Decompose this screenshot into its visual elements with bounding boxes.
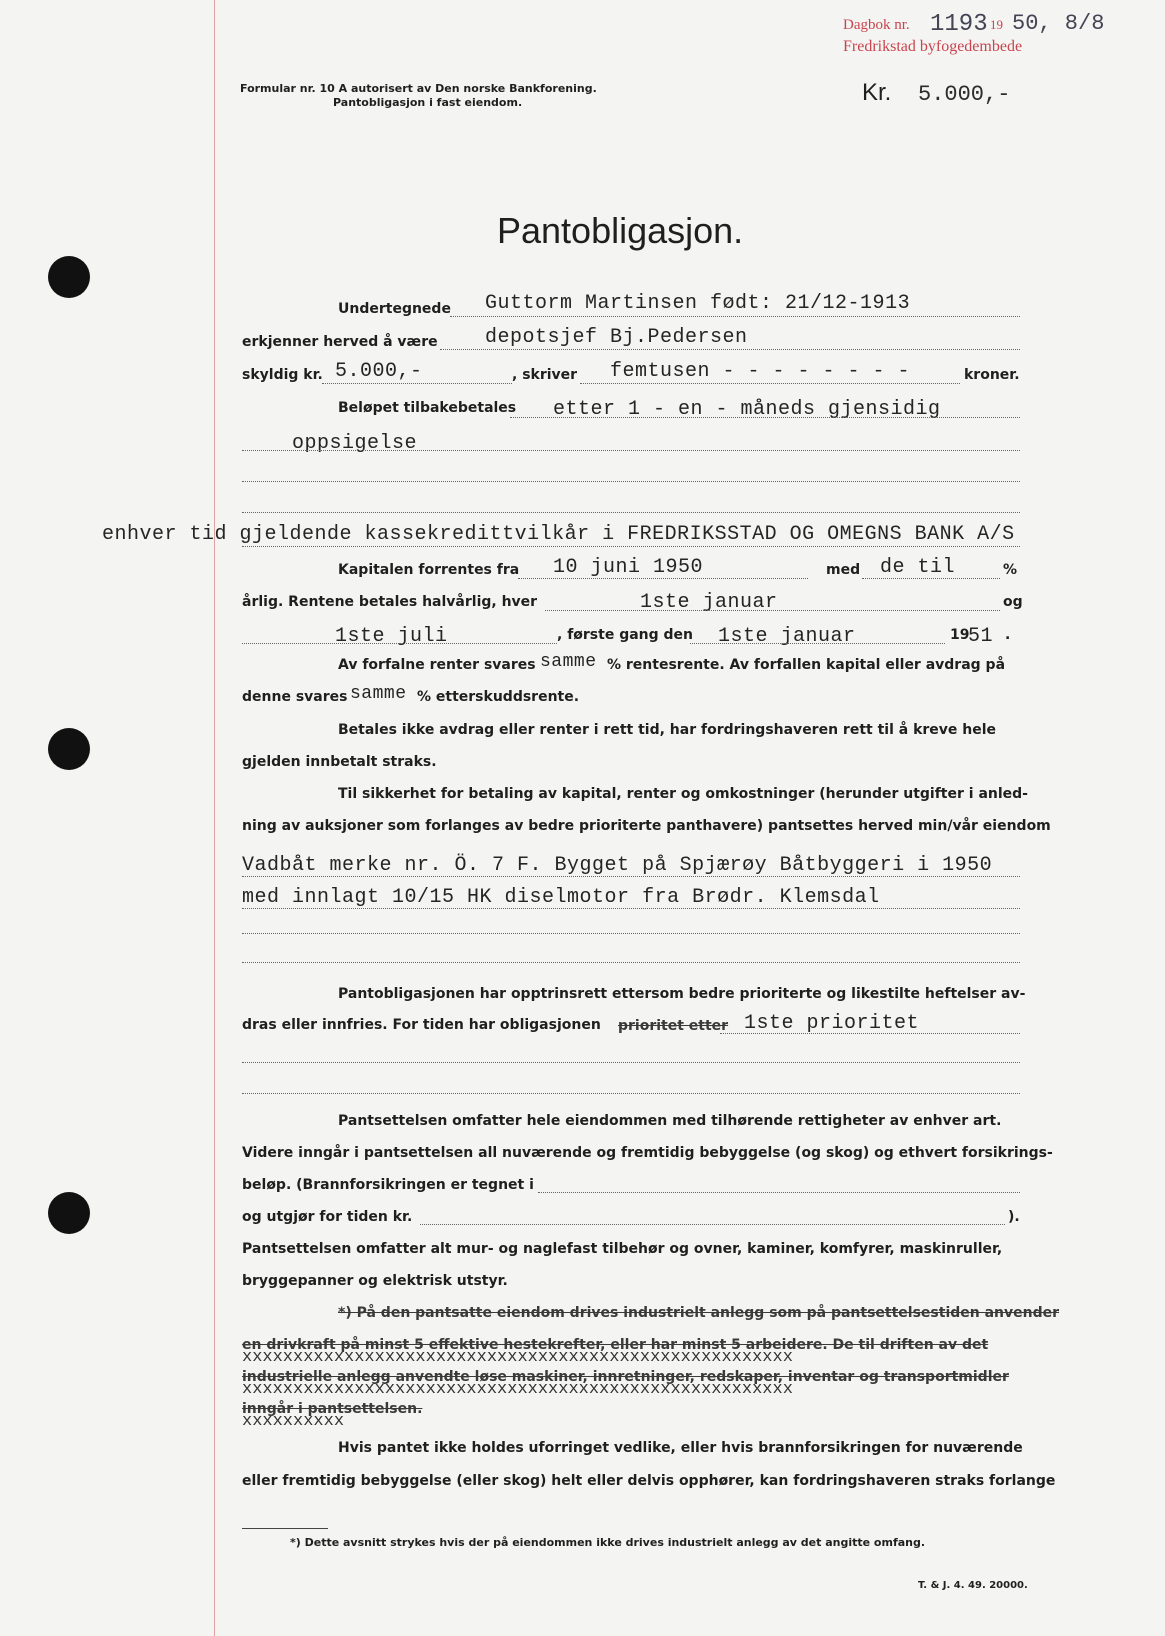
mur-line-1: Pantsettelsen omfatter alt mur- og naglefast tilbehør og ovner, kaminer, komfyrer, maskinruller, <box>242 1241 1003 1257</box>
erkjenner-line <box>440 349 1020 350</box>
blank-line <box>242 481 1020 482</box>
forfalne-samme-1: samme <box>540 652 597 672</box>
punch-hole <box>48 256 90 298</box>
arlig-label: årlig. Rentene betales halvårlig, hver <box>242 594 538 610</box>
stamp-dagbok-number: 1193 <box>930 11 988 38</box>
opptrinsrett-struck: prioritet etter <box>618 1018 729 1034</box>
omfatter-line-3: beløp. (Brannforsikringen er tegnet i <box>242 1177 534 1193</box>
eiendom-underline-2 <box>242 908 1020 909</box>
omfatter-line-2: Videre inngår i pantsettelsen all nuværende og fremtidig bebyggelse (og skog) og ethvert forsikrings- <box>242 1145 1053 1161</box>
belopet-label: Beløpet tilbakebetales <box>338 400 517 416</box>
forfalne-text-d: % etterskuddsrente. <box>417 689 580 705</box>
percent-sign: % <box>1003 562 1018 578</box>
kapitalen-value: 10 juni 1950 <box>553 556 704 579</box>
skyldig-line <box>322 383 512 384</box>
sikkerhet-line-2: ning av auksjoner som forlanges av bedre prioriterte panthavere) pantsettes herved min/vår eiendom <box>242 818 1051 834</box>
form-type: Pantobligasjon i fast eiendom. <box>333 96 523 109</box>
forfalne-samme-2: samme <box>350 684 407 704</box>
cross-out-row: xxxxxxxxxxxxxxxxxxxxxxxxxxxxxxxxxxxxxxxxxxxxxxxxxxxxxx <box>242 1348 793 1367</box>
industri-line-4: inngår i pantsettelsen. <box>242 1401 423 1417</box>
forste-line <box>690 643 945 644</box>
skyldig-value: 5.000,- <box>335 360 423 383</box>
skyldig-label: skyldig kr. <box>242 367 323 383</box>
juli-line <box>242 643 557 644</box>
mur-line-2: bryggepanner og elektrisk utstyr. <box>242 1273 508 1289</box>
eiendom-line-1: Vadbåt merke nr. Ö. 7 F. Bygget på Spjærøy Båtbyggeri i 1950 <box>242 854 993 877</box>
stamp-date: 50, 8/8 <box>1012 11 1105 36</box>
opptrinsrett-line-1: Pantobligasjonen har opptrinsrett ettersom bedre prioriterte og likestilte heftelser av- <box>338 986 1026 1002</box>
og-label: og <box>1003 594 1023 610</box>
arlig-line <box>545 610 1000 611</box>
blank-line <box>242 1062 1020 1063</box>
page-title: Pantobligasjon. <box>497 210 744 251</box>
forfalne-text-a: Av forfalne renter svares <box>338 657 536 673</box>
skriver-line <box>580 383 960 384</box>
med-label: med <box>826 562 861 578</box>
sikkerhet-line-1: Til sikkerhet for betaling av kapital, renter og omkostninger (herunder utgifter i anled- <box>338 786 1028 802</box>
hvis-line-2: eller fremtidig bebyggelse (eller skog) helt eller delvis opphører, kan fordringshaveren straks forlange <box>242 1473 1056 1489</box>
brannforsikring-line <box>538 1192 1020 1193</box>
opptrinsrett-line-2: dras eller innfries. For tiden har obligasjonen <box>242 1017 601 1033</box>
amount-value: 5.000,- <box>918 82 1011 107</box>
kroner-label: kroner. <box>964 367 1020 383</box>
prioritet-line <box>720 1033 1020 1034</box>
omfatter-line-4: og utgjør for tiden kr. <box>242 1209 413 1225</box>
belopet-value: etter 1 - en - måneds gjensidig <box>553 398 941 421</box>
blank-line <box>242 512 1020 513</box>
stamp-year-prefix: 19 <box>990 17 1003 32</box>
punch-hole <box>48 728 90 770</box>
belopet-value-2: oppsigelse <box>292 432 418 455</box>
footnote-rule <box>242 1528 328 1529</box>
industri-line-2: en drivkraft på minst 5 effektive hestekrefter, eller har minst 5 arbeidere. De til driften av det <box>242 1337 989 1353</box>
eiendom-underline-1 <box>242 876 1020 877</box>
industri-line-1: *) På den pantsatte eiendom drives industrielt anlegg som på pantsettelsestiden anvender <box>338 1305 1060 1321</box>
kassekreditt-line <box>242 546 1020 547</box>
blank-line <box>242 933 1020 934</box>
undertegnede-line <box>450 316 1020 317</box>
prioritet-value: 1ste prioritet <box>744 1012 920 1035</box>
blank-line <box>242 962 1020 963</box>
cross-out-row: xxxxxxxxxxxxxxxxxxxxxxxxxxxxxxxxxxxxxxxxxxxxxxxxxxxxxx <box>242 1380 793 1399</box>
punch-hole <box>48 1192 90 1234</box>
hvis-line-1: Hvis pantet ikke holdes uforringet vedlike, eller hvis brannforsikringen for nuværende <box>338 1440 1023 1456</box>
forfalne-text-b: % rentesrente. Av forfallen kapital eller avdrag på <box>607 657 1006 673</box>
blank-line <box>242 1093 1020 1094</box>
arlig-value: 1ste januar <box>640 591 778 614</box>
stamp-dagbok-label: Dagbok nr. <box>843 17 910 33</box>
form-authorization: Formular nr. 10 A autorisert av Den norske Bankforening. <box>240 82 597 95</box>
belopet-line <box>510 417 1020 418</box>
juli-value: 1ste juli <box>335 625 448 648</box>
kapitalen-label: Kapitalen forrentes fra <box>338 562 520 578</box>
year-period: . <box>1005 627 1011 643</box>
stamp-office: Fredrikstad byfogedembede <box>843 38 1023 55</box>
forste-label: , første gang den <box>557 627 694 643</box>
undertegnede-label: Undertegnede <box>338 301 451 317</box>
kassekreditt-text: enhver tid gjeldende kassekredittvilkår i FREDRIKSSTAD OG OMEGNS BANK A/S <box>102 523 1015 546</box>
year-value: 51 <box>968 625 994 648</box>
betales-line-1: Betales ikke avdrag eller renter i rett tid, har fordringshaveren rett til å kreve hele <box>338 722 997 738</box>
printer-mark: T. & J. 4. 49. 20000. <box>918 1580 1028 1591</box>
forfalne-text-c: denne svares <box>242 689 348 705</box>
skriver-value: femtusen - - - - - - - - <box>610 360 911 383</box>
year-prefix: 19 <box>950 627 970 643</box>
med-value: de til <box>880 556 956 579</box>
med-line <box>862 578 1000 579</box>
skriver-label: , skriver <box>512 367 578 383</box>
kapitalen-line <box>518 578 808 579</box>
belopet-line-2 <box>242 450 1020 451</box>
industri-line-3: industrielle anlegg anvendte løse maskiner, innretninger, redskaper, inventar og transportmidler <box>242 1369 1009 1385</box>
utgjor-line <box>420 1224 1005 1225</box>
erkjenner-label: erkjenner herved å være <box>242 334 438 350</box>
betales-line-2: gjelden innbetalt straks. <box>242 754 437 770</box>
footnote: *) Dette avsnitt strykes hvis der på eiendommen ikke drives industrielt anlegg av det angitte omfang. <box>290 1536 926 1549</box>
erkjenner-value: depotsjef Bj.Pedersen <box>485 326 748 349</box>
cross-out-row: xxxxxxxxxx <box>242 1412 345 1431</box>
amount-label: Kr. <box>862 79 892 106</box>
undertegnede-value: Guttorm Martinsen født: 21/12-1913 <box>485 292 911 315</box>
eiendom-line-2: med innlagt 10/15 HK diselmotor fra Brødr. Klemsdal <box>242 886 880 909</box>
margin-line <box>214 0 215 1636</box>
omfatter-line-1: Pantsettelsen omfatter hele eiendommen med tilhørende rettigheter av enhver art. <box>338 1113 1002 1129</box>
forste-value: 1ste januar <box>718 625 856 648</box>
omfatter-line-4-end: ). <box>1008 1209 1020 1225</box>
